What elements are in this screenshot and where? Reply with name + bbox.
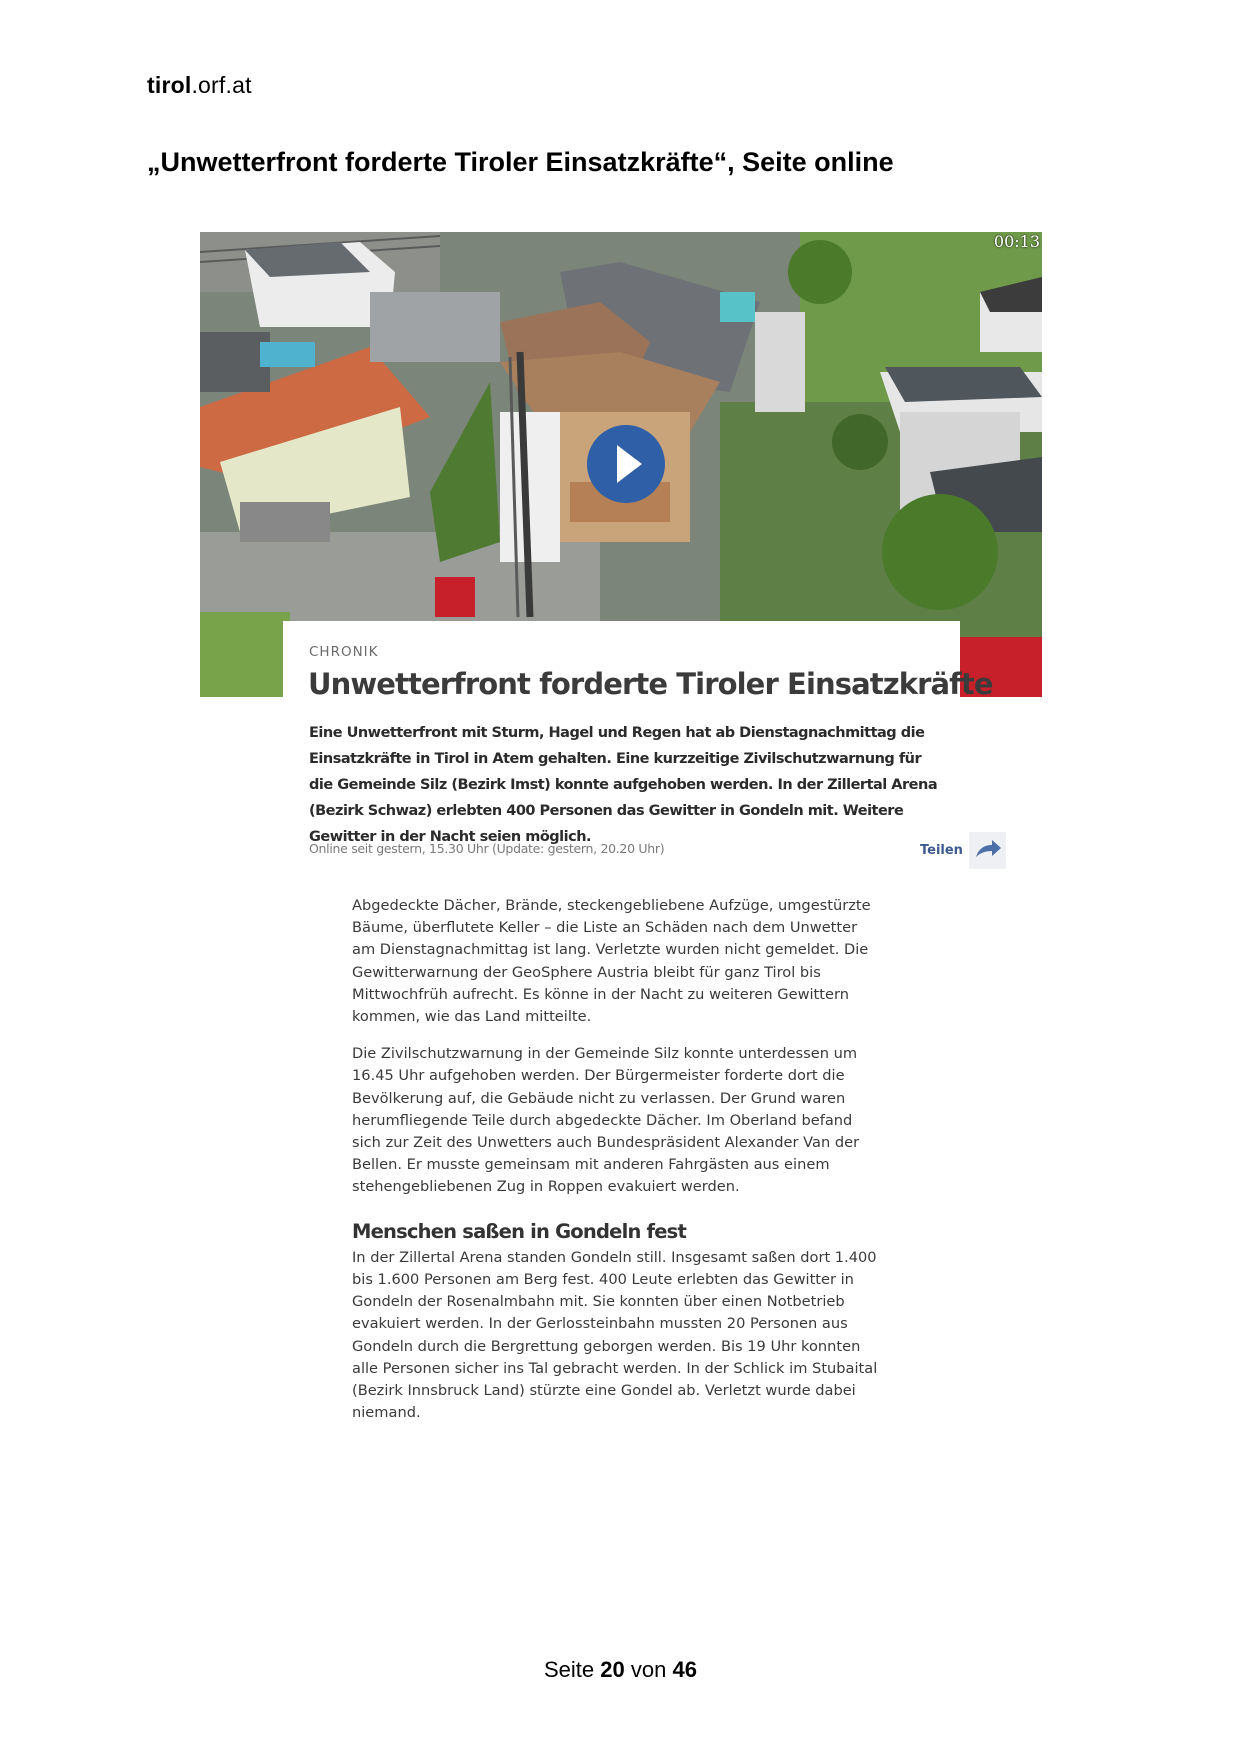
play-icon [587,425,665,503]
article-header-card [283,621,993,876]
article-paragraph: Die Zivilschutzwarnung in der Gemeinde Silz konnte unterdessen um 16.45 Uhr aufgehoben werden. Der Bürgermeister forderte dort die Bevölkerung auf, die Gebäude nicht zu verlassen. Der Grund waren herumfliegende Teile durch abgedeckte Dächer. Im Oberland befand sich zur Zeit des Unwetters auch Bundespräsident Alexander Van der Bellen. Er musste gemeinsam mit anderen Fahrgästen aus einem stehengebliebenen Zug in Roppen evakuiert werden. [352,1045,860,1196]
article-headline: Unwetterfront forderte Tiroler Einsatzkräfte [308,667,993,701]
play-button[interactable] [587,425,665,503]
share-button[interactable] [920,832,1006,869]
share-label: Teilen [920,843,963,858]
article-subheading: Menschen saßen in Gondeln fest [352,1219,686,1243]
article-lead: Eine Unwetterfront mit Sturm, Hagel und Regen hat ab Dienstagnachmittag die Einsatzkräfte in Tirol in Atem gehalten. Eine kurzzeitige Zivilschutzwarnung für die Gemeinde Silz (Bezirk Imst) konnte aufgehoben werden. In der Zillertal Arena (Bezirk Schwaz) erlebten 400 Personen das Gewitter in Gondeln mit. Weitere Gewitter in der Nacht seien möglich. [309,725,938,845]
article-paragraph: In der Zillertal Arena standen Gondeln still. Insgesamt saßen dort 1.400 bis 1.600 Personen am Berg fest. 400 Leute erlebten das Gewitter in Gondeln der Rosenalmbahn mit. Sie konnten über einen Notbetrieb evakuiert werden. In der Gerlossteinbahn mussten 20 Personen aus Gondeln durch die Bergrettung geborgen werden. Bis 19 Uhr konnten alle Personen sicher ins Tal gebracht werden. In der Schlick im Stubaital (Bezirk Innsbruck Land) stürzte eine Gondel ab. Verletzt wurde dabei niemand. [352,1248,878,1422]
video-timecode: 00:13 [993,232,1040,251]
source-label [147,72,252,99]
article-paragraph: Abgedeckte Dächer, Brände, steckengebliebene Aufzüge, umgestürzte Bäume, überflutete Keller – die Liste an Schäden nach dem Unwetter am Dienstagnachmittag ist lang. Verletzte wurden nicht gemeldet. Die Gewitterwarnung der GeoSphere Austria bleibt für ganz Tirol bis Mittwochfrüh aufrecht. Es könne in der Nacht zu weiteren Gewittern kommen, wie das Land mitteilte. [352,897,871,1026]
article-body [352,895,882,1439]
total-pages: 46 [672,1657,697,1682]
source-domain: .orf.at [191,72,252,98]
section-label: CHRONIK [309,644,379,660]
page-number [0,1657,1241,1683]
source-bold: tirol [147,72,192,98]
document-title: „Unwetterfront forderte Tiroler Einsatzkräfte“, Seite online [147,147,894,177]
page-prefix: Seite [544,1657,595,1682]
page-of: von [630,1657,667,1682]
publish-timestamp: Online seit gestern, 15.30 Uhr (Update: gestern, 20.20 Uhr) [309,841,665,856]
share-arrow-icon [969,832,1006,869]
current-page: 20 [600,1657,625,1682]
